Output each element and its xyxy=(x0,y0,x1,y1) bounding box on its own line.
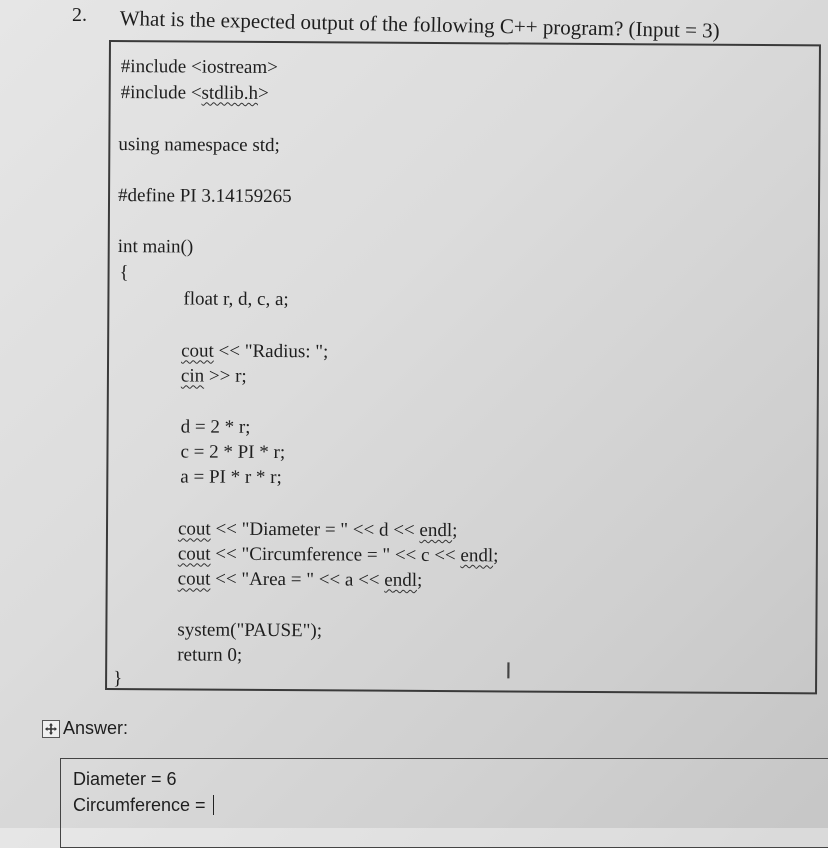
spellcheck-endl: endl xyxy=(419,519,453,542)
code-cin-rest: >> r; xyxy=(204,365,247,387)
answer-line-circumference-text: Circumference = xyxy=(73,795,211,815)
code-return: return 0; xyxy=(177,644,243,666)
code-semicolon: ; xyxy=(416,569,423,591)
code-cout-area xyxy=(178,568,423,591)
answer-label: Answer: xyxy=(63,718,129,738)
code-include-prefix: #include < xyxy=(120,82,202,104)
spellcheck-stdlib: stdlib.h xyxy=(201,82,259,104)
code-assign-a: a = PI * r * r; xyxy=(180,466,282,489)
answer-line-circumference xyxy=(73,795,214,816)
spellcheck-cout: cout xyxy=(177,518,211,540)
code-cout-diameter-mid: << "Diameter = " << d << xyxy=(210,518,420,541)
code-using-namespace: using namespace std; xyxy=(118,134,280,157)
code-include-stdlib xyxy=(121,82,269,105)
code-include-iostream: #include <iostream> xyxy=(120,56,278,79)
code-box xyxy=(105,40,821,694)
answer-line-diameter: Diameter = 6 xyxy=(73,769,177,789)
code-cout-area-mid: << "Area = " << a << xyxy=(210,568,385,591)
answer-header xyxy=(42,718,128,739)
move-handle-icon[interactable] xyxy=(42,720,60,738)
code-include-suffix: > xyxy=(257,82,269,104)
spellcheck-endl: endl xyxy=(460,545,494,567)
code-cout-radius-rest: << "Radius: "; xyxy=(213,340,329,363)
code-assign-d: d = 2 * r; xyxy=(180,416,251,438)
text-cursor-icon: I xyxy=(505,659,512,685)
code-semicolon: ; xyxy=(493,545,499,567)
code-main-signature: int main() xyxy=(117,236,194,258)
code-cout-radius xyxy=(181,340,328,363)
code-cin xyxy=(181,365,247,387)
spellcheck-cout: cout xyxy=(177,543,211,565)
code-brace-close: } xyxy=(113,668,123,690)
code-declaration: float r, d, c, a; xyxy=(183,288,289,311)
code-define-pi: #define PI 3.14159265 xyxy=(117,185,292,208)
question-number: 2. xyxy=(72,4,87,26)
text-caret xyxy=(213,795,214,815)
spellcheck-endl: endl xyxy=(384,569,418,591)
spellcheck-cin: cin xyxy=(180,365,205,387)
code-assign-c: c = 2 * PI * r; xyxy=(180,441,286,464)
question-text: What is the expected output of the following C++ program? (Input = 3) xyxy=(119,6,720,43)
answer-textarea[interactable] xyxy=(60,758,828,848)
spellcheck-cout: cout xyxy=(177,568,211,590)
code-cout-diameter xyxy=(178,518,458,542)
spellcheck-cout: cout xyxy=(181,340,214,362)
code-brace-open: { xyxy=(119,262,129,284)
code-cout-circumference-mid: << "Circumference = " << c << xyxy=(210,543,461,567)
code-cout-circumference xyxy=(178,543,499,567)
code-system-pause: system("PAUSE"); xyxy=(177,619,323,642)
code-semicolon: ; xyxy=(452,520,458,542)
